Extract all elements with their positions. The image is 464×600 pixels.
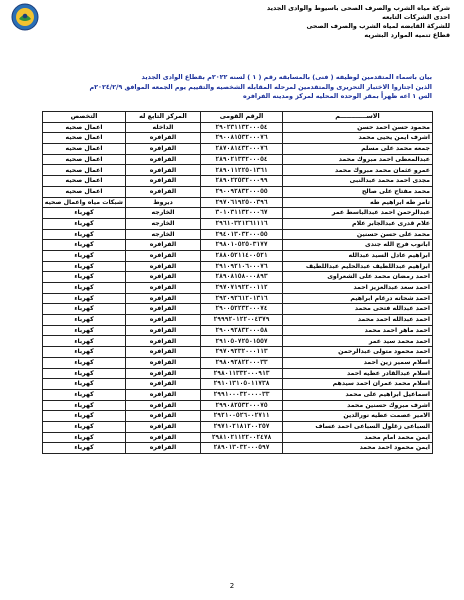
- cell-specialty: كهرباء: [43, 432, 126, 443]
- cell-name: ابانوب فرج الله جندى: [283, 240, 433, 251]
- cell-national-id: ٢٩٠٠٥٢٢٣٢٠٠٠٧٤: [201, 304, 283, 315]
- cell-national-id: ٢٩٩٩٢٠١٢٢٠٠٤٣٧٩: [201, 315, 283, 326]
- cell-name: احمد محمود متولى عبدالرحمن: [283, 347, 433, 358]
- cell-national-id: ٢٩٢١٠٠٥٢٦٠٠٢٧١١: [201, 411, 283, 422]
- cell-specialty: كهرباء: [43, 304, 126, 315]
- cell-national-id: ٢٩٩٠٨٢٥٣٢٠٠٠٧٥: [201, 400, 283, 411]
- cell-name: ابراهيم عادل السيد عبدالله: [283, 250, 433, 261]
- cell-national-id: ٢٩٨٠١٠٥٢٥٠٣١٧٧: [201, 240, 283, 251]
- table-row: [43, 133, 433, 144]
- cell-specialty: شبكات مياه واعمال صحيه: [43, 197, 126, 208]
- cell-specialty: كهرباء: [43, 411, 126, 422]
- table-row: [43, 176, 433, 187]
- cell-specialty: كهرباء: [43, 421, 126, 432]
- cell-name: محمود حسن احمد حسن: [283, 122, 433, 133]
- cell-specialty: كهرباء: [43, 229, 126, 240]
- table-row: [43, 315, 433, 326]
- title-line-1: بيان باسماء المتقدمين لوظيفه ( فنى) بالمسابقه رقم ( ١ ) لسنه ٢٠٢٢م بقطاع الوادى الجديد: [141, 73, 432, 81]
- cell-name: الامير عصمت عطيه نورالدين: [283, 411, 433, 422]
- cell-name: احمد ماهر احمد محمد: [283, 325, 433, 336]
- cell-specialty: كهرباء: [43, 336, 126, 347]
- table-row: [43, 421, 433, 432]
- cell-center: الفرافره: [126, 357, 201, 368]
- cell-national-id: ٢٩٢٠٩٢٦١٢٠١٣١٦: [201, 293, 283, 304]
- cell-specialty: كهرباء: [43, 240, 126, 251]
- cell-specialty: اعمال صحيه: [43, 144, 126, 155]
- table-row: [43, 432, 433, 443]
- cell-national-id: ٢٩٧٠٧١٩٢٢٠٠١١٢: [201, 283, 283, 294]
- cell-specialty: كهرباء: [43, 443, 126, 454]
- cell-name: اشرف ايمن يحيى محمد: [283, 133, 433, 144]
- table-row: [43, 357, 433, 368]
- cell-center: الفرافره: [126, 261, 201, 272]
- cell-specialty: كهرباء: [43, 357, 126, 368]
- table-row: [43, 368, 433, 379]
- company-logo: [10, 2, 40, 32]
- cell-name: تامر طه ابراهيم طه: [283, 197, 433, 208]
- cell-national-id: ٢٩٦١٠٣٢١٢٦١١١٦: [201, 218, 283, 229]
- table-row: [43, 400, 433, 411]
- cell-center: الفرافره: [126, 133, 201, 144]
- company-logo-icon: [10, 2, 40, 32]
- table-row: [43, 272, 433, 283]
- table-row: [43, 261, 433, 272]
- cell-national-id: ٢٨٩٠٢٢٥٣٢٠٠٠٩٩: [201, 176, 283, 187]
- table-row: [43, 208, 433, 219]
- cell-center: الفرافره: [126, 347, 201, 358]
- cell-center: الفرافره: [126, 368, 201, 379]
- cell-specialty: كهرباء: [43, 379, 126, 390]
- header-center: المركز التابع له: [126, 112, 201, 123]
- cell-name: جمعه محمد على مسلم: [283, 144, 433, 155]
- cell-center: الفرافره: [126, 250, 201, 261]
- header-specialty: التخصص: [43, 112, 126, 123]
- cell-national-id: ٢٩٩١٠٠٠٣٢٠٠٠٠٣٣: [201, 389, 283, 400]
- cell-specialty: كهرباء: [43, 208, 126, 219]
- cell-national-id: ٢٩٧٠٩٢٣٢٠٠٠١١٣: [201, 347, 283, 358]
- table-row: [43, 229, 433, 240]
- cell-name: احمد محمد سيد عمر: [283, 336, 433, 347]
- holding-company-line: للشركة القابضه لمياه الشرب والصرف الصحى: [306, 22, 450, 31]
- cell-center: الفرافره: [126, 400, 201, 411]
- cell-name: اسماعيل ابراهيم على محمد: [283, 389, 433, 400]
- department-line: قطاع تنميه الموارد البشريه: [364, 31, 450, 40]
- cell-national-id: ٢٨٧٠٨١٤٣٢٠٠٠٧٦: [201, 144, 283, 155]
- title-line-3: الس ١ اعه ظهراً بمقر الوحده المحليه لمركز ومدينه الفرافره: [242, 92, 432, 100]
- cell-name: احمد شحاته درغام ابراهيم: [283, 293, 433, 304]
- cell-center: الفرافره: [126, 304, 201, 315]
- document-title: [40, 73, 432, 102]
- cell-center: الخارجه: [126, 229, 201, 240]
- cell-center: الفرافره: [126, 411, 201, 422]
- cell-specialty: كهرباء: [43, 325, 126, 336]
- table-row: [43, 443, 433, 454]
- cell-national-id: ٢٨٩٠٨١٥٨٠٠٠٨٩٣: [201, 272, 283, 283]
- cell-name: احمد عبدالله فتحى محمد: [283, 304, 433, 315]
- cell-name: احمد سعد عبدالعزيز احمد: [283, 283, 433, 294]
- table-row: [43, 186, 433, 197]
- cell-name: اشرف مبروك حسنين محمد: [283, 400, 433, 411]
- cell-national-id: ٢٨٩٠٢١٣٣٢٠٠٠٥٤: [201, 154, 283, 165]
- cell-national-id: ٢٩١٠٥٠٧٢٥٠١٥٥٧: [201, 336, 283, 347]
- cell-national-id: ٢٩٧٠٦١٩٢٥٠٠٣٩٦: [201, 197, 283, 208]
- cell-specialty: كهرباء: [43, 283, 126, 294]
- table-row: [43, 144, 433, 155]
- company-affiliation-line: احدى الشركات التابعه: [382, 13, 450, 22]
- cell-specialty: كهرباء: [43, 272, 126, 283]
- cell-name: عبدالمعطى احمد مبروك محمد: [283, 154, 433, 165]
- cell-name: محمد مفتاح على صالح: [283, 186, 433, 197]
- table-row: [43, 347, 433, 358]
- cell-name: اسلام عبدالقادر عطيه احمد: [283, 368, 433, 379]
- cell-name: عبدالرحمن احمد عبدالباسط عمر: [283, 208, 433, 219]
- cell-center: الفرافره: [126, 186, 201, 197]
- table-row: [43, 250, 433, 261]
- cell-national-id: ٢٨٩٠١١٢٢٥٠١٣٦١: [201, 165, 283, 176]
- cell-center: الخارجه: [126, 208, 201, 219]
- cell-specialty: اعمال صحيه: [43, 186, 126, 197]
- cell-center: الفرافره: [126, 283, 201, 294]
- cell-national-id: ٢٩٨٠٩٢٨٢٢٠٠٠٣٣: [201, 357, 283, 368]
- cell-center: الفرافره: [126, 379, 201, 390]
- cell-name: اسلام محمد عمران احمد سيدهم: [283, 379, 433, 390]
- cell-specialty: كهرباء: [43, 315, 126, 326]
- table-row: [43, 379, 433, 390]
- cell-name: محمد على حسن حسنين: [283, 229, 433, 240]
- cell-specialty: كهرباء: [43, 368, 126, 379]
- cell-name: احمد رمضان محمد على الشعراوى: [283, 272, 433, 283]
- cell-name: عمرو عثمان محمد مبروك محمد: [283, 165, 433, 176]
- cell-name: ايمن محمود احمد محمد: [283, 443, 433, 454]
- cell-center: الفرافره: [126, 336, 201, 347]
- table-row: [43, 197, 433, 208]
- cell-center: الفرافره: [126, 154, 201, 165]
- cell-national-id: ٢٩١٠٩٢١٠٦٠٠٠٧٦: [201, 261, 283, 272]
- cell-center: الفرافره: [126, 272, 201, 283]
- cell-national-id: ٢٩٧١٠٢١٨١٢٠٠٢٥٧: [201, 421, 283, 432]
- table-row: [43, 304, 433, 315]
- cell-specialty: كهرباء: [43, 347, 126, 358]
- cell-national-id: ٢٩١٠١٣١٠٥٠١١٧٣٨: [201, 379, 283, 390]
- cell-center: الفرافره: [126, 389, 201, 400]
- cell-name: ابراهيم عبداللطيف عبدالحليم عبداللطيف: [283, 261, 433, 272]
- cell-name: علام قدرى عبدالجابر علام: [283, 218, 433, 229]
- table-row: [43, 218, 433, 229]
- cell-specialty: اعمال صحيه: [43, 176, 126, 187]
- table-row: [43, 165, 433, 176]
- table-row: [43, 122, 433, 133]
- cell-center: الفرافره: [126, 293, 201, 304]
- cell-center: الفرافره: [126, 325, 201, 336]
- cell-national-id: ٢٨٨٠٥٢١١٤٠٠٥٢١: [201, 250, 283, 261]
- cell-name: ايمن محمد امام محمد: [283, 432, 433, 443]
- table-row: [43, 325, 433, 336]
- table-header-row: [43, 112, 433, 123]
- table-row: [43, 293, 433, 304]
- cell-center: الفرافره: [126, 144, 201, 155]
- cell-name: السباعى زغلول السباعى احمد عساف: [283, 421, 433, 432]
- cell-center: الفرافره: [126, 165, 201, 176]
- company-name-line: شركة مياه الشرب والصرف الصحى باسيوط والوادى الجديد: [266, 4, 450, 12]
- table-row: [43, 411, 433, 422]
- cell-national-id: ٢٩٠٠٨١٥٣٢٠٠٠٧٦: [201, 133, 283, 144]
- cell-center: الفرافره: [126, 421, 201, 432]
- cell-center: الفرافره: [126, 176, 201, 187]
- cell-specialty: كهرباء: [43, 389, 126, 400]
- cell-name: مجدى احمد محمد عبدالنبى: [283, 176, 433, 187]
- cell-national-id: ٢٩٤٠١٣٠٣٢٠٠٠٥٥: [201, 229, 283, 240]
- cell-center: الفرافره: [126, 240, 201, 251]
- cell-national-id: ٣٠١٠٣١١٣٢٠٠٠٦٧: [201, 208, 283, 219]
- cell-national-id: ٢٩٨١٠٢١١٢٢٠٠٢٤٧٨: [201, 432, 283, 443]
- cell-specialty: كهرباء: [43, 261, 126, 272]
- title-line-2: الذين اجتازوا الاختبار التحريرى والمتقدمين لمرحله المقابله الشخصيه والتقييم يوم الجمعه الموافق ٢٠٢٤/٢/٩م: [89, 82, 432, 91]
- cell-specialty: اعمال صحيه: [43, 165, 126, 176]
- cell-specialty: كهرباء: [43, 400, 126, 411]
- cell-center: الفرافره: [126, 432, 201, 443]
- cell-specialty: اعمال صحيه: [43, 154, 126, 165]
- cell-national-id: ٢٩٠٠٩٢٨٣٢٠٠٠٥٨: [201, 325, 283, 336]
- table-row: [43, 240, 433, 251]
- table-row: [43, 283, 433, 294]
- cell-name: اسلام سمير زين احمد: [283, 357, 433, 368]
- cell-national-id: ٢٩٠٢٣١١٣٢٠٠٠٥٤: [201, 122, 283, 133]
- cell-center: الفرافره: [126, 443, 201, 454]
- table-row: [43, 336, 433, 347]
- cell-center: الخارجه: [126, 218, 201, 229]
- table-body: [43, 122, 433, 453]
- page-number: 2: [229, 582, 235, 590]
- cell-center: ديروط: [126, 197, 201, 208]
- header-name: الاســــــــــــم: [283, 112, 433, 123]
- company-header: [150, 4, 450, 40]
- table-row: [43, 389, 433, 400]
- cell-national-id: ٢٩٠٠٩٢٨٣٢٠٠٠٥٥: [201, 186, 283, 197]
- cell-name: احمد عبدالله احمد محمد: [283, 315, 433, 326]
- cell-specialty: اعمال صحيه: [43, 133, 126, 144]
- cell-specialty: اعمال صحيه: [43, 122, 126, 133]
- cell-national-id: ٢٩٨٠١١٣٣٢٠٠٠٩١٣: [201, 368, 283, 379]
- cell-specialty: كهرباء: [43, 250, 126, 261]
- cell-specialty: كهرباء: [43, 293, 126, 304]
- candidates-table: [42, 111, 433, 454]
- table-row: [43, 154, 433, 165]
- cell-national-id: ٢٨٩٠١٣٠٣٢٠٠٠٥٩٧: [201, 443, 283, 454]
- header-national-id: الرقم القومى: [201, 112, 283, 123]
- cell-center: الداخله: [126, 122, 201, 133]
- cell-specialty: كهرباء: [43, 218, 126, 229]
- cell-center: الفرافره: [126, 315, 201, 326]
